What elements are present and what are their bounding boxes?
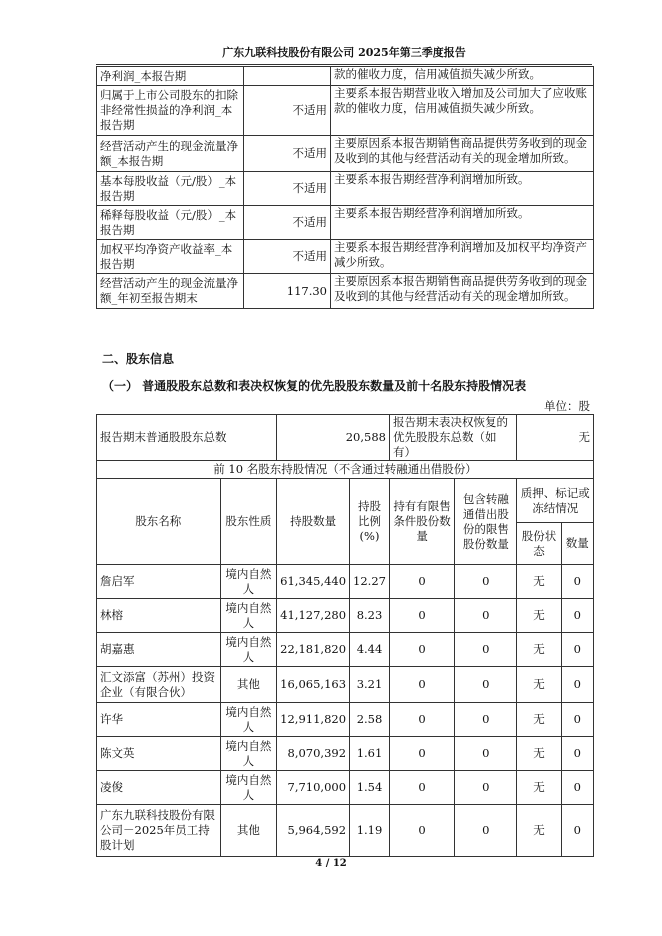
reason-cell: 主要系本报告期经营净利润增加及加权平均净资产减少所致。 [331, 240, 594, 274]
table-row [97, 172, 594, 206]
holder-name: 广东九联科技股份有限公司－2025年员工持股计划 [97, 805, 221, 857]
table-row [97, 667, 594, 703]
holder-nature: 其他 [220, 805, 277, 857]
holder-shares: 22,181,820 [277, 633, 350, 667]
holder-lent: 0 [455, 667, 517, 703]
page-number: 4 / 12 [315, 858, 347, 869]
table-row [97, 86, 594, 136]
table-row [97, 240, 594, 274]
page-header: 广东九联科技股份有限公司 2025年第三季度报告 [96, 44, 592, 65]
holder-shares: 61,345,440 [277, 565, 350, 599]
holder-ratio: 4.44 [350, 633, 390, 667]
section-heading: 二、股东信息 [102, 352, 175, 366]
holder-status: 无 [517, 599, 561, 633]
table-row [97, 206, 594, 240]
shareholder-table [96, 414, 594, 857]
holder-shares: 7,710,000 [277, 771, 350, 805]
holder-status: 无 [517, 805, 561, 857]
holder-ratio: 1.54 [350, 771, 390, 805]
holder-nature: 境内自然人 [220, 565, 277, 599]
holder-name: 许华 [97, 703, 221, 737]
holder-ratio: 1.61 [350, 737, 390, 771]
unit-label: 单位：股 [544, 399, 590, 413]
table-row [97, 565, 594, 599]
holder-lent: 0 [455, 771, 517, 805]
header-ratio: 持股比例(%) [350, 479, 390, 565]
holder-nature: 境内自然人 [220, 633, 277, 667]
holder-restricted: 0 [389, 667, 454, 703]
caption-row [97, 461, 594, 479]
change-reason-table [96, 66, 594, 309]
holder-qty: 0 [561, 737, 594, 771]
header-shares: 持股数量 [277, 479, 350, 565]
header-nature: 股东性质 [220, 479, 277, 565]
item-cell: 加权平均净资产收益率_本报告期 [97, 240, 244, 274]
holder-lent: 0 [455, 805, 517, 857]
holder-shares: 41,127,280 [277, 599, 350, 633]
subsection-heading: （一） 普通股股东总数和表决权恢复的优先股股东数量及前十名股东持股情况表 [102, 379, 527, 393]
pref-holders-label: 报告期末表决权恢复的优先股股东总数（如有） [389, 415, 517, 461]
holder-status: 无 [517, 737, 561, 771]
holder-qty: 0 [561, 633, 594, 667]
reason-cell: 款的催收力度，信用减值损失减少所致。 [331, 67, 594, 86]
item-cell: 经营活动产生的现金流量净额_本报告期 [97, 136, 244, 172]
reason-cell: 主要原因系本报告期销售商品提供劳务收到的现金及收到的其他与经营活动有关的现金增加所致。 [331, 136, 594, 172]
total-holders-value: 20,588 [277, 415, 390, 461]
holder-restricted: 0 [389, 565, 454, 599]
reason-cell: 主要系本报告期经营净利润增加所致。 [331, 206, 594, 240]
header-pledge: 质押、标记或冻结情况 [517, 479, 594, 523]
table-row [97, 136, 594, 172]
item-cell: 基本每股收益（元/股）_本报告期 [97, 172, 244, 206]
holder-nature: 境内自然人 [220, 737, 277, 771]
table-row [97, 67, 594, 86]
holder-ratio: 12.27 [350, 565, 390, 599]
pref-holders-value: 无 [517, 415, 594, 461]
holder-name: 胡嘉惠 [97, 633, 221, 667]
header-lent: 包含转融通借出股份的限售股份数量 [455, 479, 517, 565]
holder-name: 林榕 [97, 599, 221, 633]
table-row [97, 771, 594, 805]
holder-ratio: 8.23 [350, 599, 390, 633]
holder-name: 陈文英 [97, 737, 221, 771]
holder-restricted: 0 [389, 633, 454, 667]
holder-shares: 5,964,592 [277, 805, 350, 857]
header-pledge-qty: 数量 [561, 523, 594, 565]
holder-qty: 0 [561, 805, 594, 857]
holder-nature: 境内自然人 [220, 771, 277, 805]
holder-nature: 其他 [220, 667, 277, 703]
item-cell: 净利润_本报告期 [97, 67, 244, 86]
holder-status: 无 [517, 633, 561, 667]
holder-lent: 0 [455, 599, 517, 633]
top10-caption: 前 10 名股东持股情况（不含通过转融通出借股份） [97, 461, 594, 479]
holder-ratio: 1.19 [350, 805, 390, 857]
holder-shares: 12,911,820 [277, 703, 350, 737]
holder-lent: 0 [455, 737, 517, 771]
holder-restricted: 0 [389, 703, 454, 737]
table-row [97, 633, 594, 667]
holder-qty: 0 [561, 565, 594, 599]
holder-status: 无 [517, 703, 561, 737]
holder-status: 无 [517, 771, 561, 805]
holder-ratio: 3.21 [350, 667, 390, 703]
holder-restricted: 0 [389, 805, 454, 857]
holder-status: 无 [517, 667, 561, 703]
holder-lent: 0 [455, 565, 517, 599]
holder-shares: 8,070,392 [277, 737, 350, 771]
header-name: 股东名称 [97, 479, 221, 565]
item-cell: 稀释每股收益（元/股）_本报告期 [97, 206, 244, 240]
holder-restricted: 0 [389, 737, 454, 771]
holder-qty: 0 [561, 667, 594, 703]
reason-cell: 主要原因系本报告期销售商品提供劳务收到的现金及收到的其他与经营活动有关的现金增加所致。 [331, 274, 594, 309]
holder-lent: 0 [455, 703, 517, 737]
holder-restricted: 0 [389, 599, 454, 633]
holder-nature: 境内自然人 [220, 599, 277, 633]
holder-nature: 境内自然人 [220, 703, 277, 737]
value-cell: 不适用 [244, 206, 331, 240]
reason-cell: 主要系本报告期营业收入增加及公司加大了应收账款的催收力度，信用减值损失减少所致。 [331, 86, 594, 136]
value-cell: 不适用 [244, 172, 331, 206]
holder-qty: 0 [561, 771, 594, 805]
value-cell: 不适用 [244, 86, 331, 136]
holder-status: 无 [517, 565, 561, 599]
table-row [97, 599, 594, 633]
holder-restricted: 0 [389, 771, 454, 805]
holder-ratio: 2.58 [350, 703, 390, 737]
value-cell: 不适用 [244, 136, 331, 172]
value-cell [244, 67, 331, 86]
holder-qty: 0 [561, 599, 594, 633]
holder-qty: 0 [561, 703, 594, 737]
table-row [97, 805, 594, 857]
header-pledge-status: 股份状态 [517, 523, 561, 565]
table-row [97, 737, 594, 771]
reason-cell: 主要系本报告期经营净利润增加所致。 [331, 172, 594, 206]
holder-shares: 16,065,163 [277, 667, 350, 703]
holder-name: 詹启军 [97, 565, 221, 599]
table-row [97, 703, 594, 737]
value-cell: 117.30 [244, 274, 331, 309]
holder-name: 凌俊 [97, 771, 221, 805]
table-row [97, 274, 594, 309]
holder-lent: 0 [455, 633, 517, 667]
item-cell: 归属于上市公司股东的扣除非经常性损益的净利润_本报告期 [97, 86, 244, 136]
holder-name: 汇文添富（苏州）投资企业（有限合伙） [97, 667, 221, 703]
summary-row [97, 415, 594, 461]
item-cell: 经营活动产生的现金流量净额_年初至报告期末 [97, 274, 244, 309]
header-row [97, 479, 594, 523]
total-holders-label: 报告期末普通股股东总数 [97, 415, 277, 461]
header-restricted: 持有有限售条件股份数量 [389, 479, 454, 565]
value-cell: 不适用 [244, 240, 331, 274]
